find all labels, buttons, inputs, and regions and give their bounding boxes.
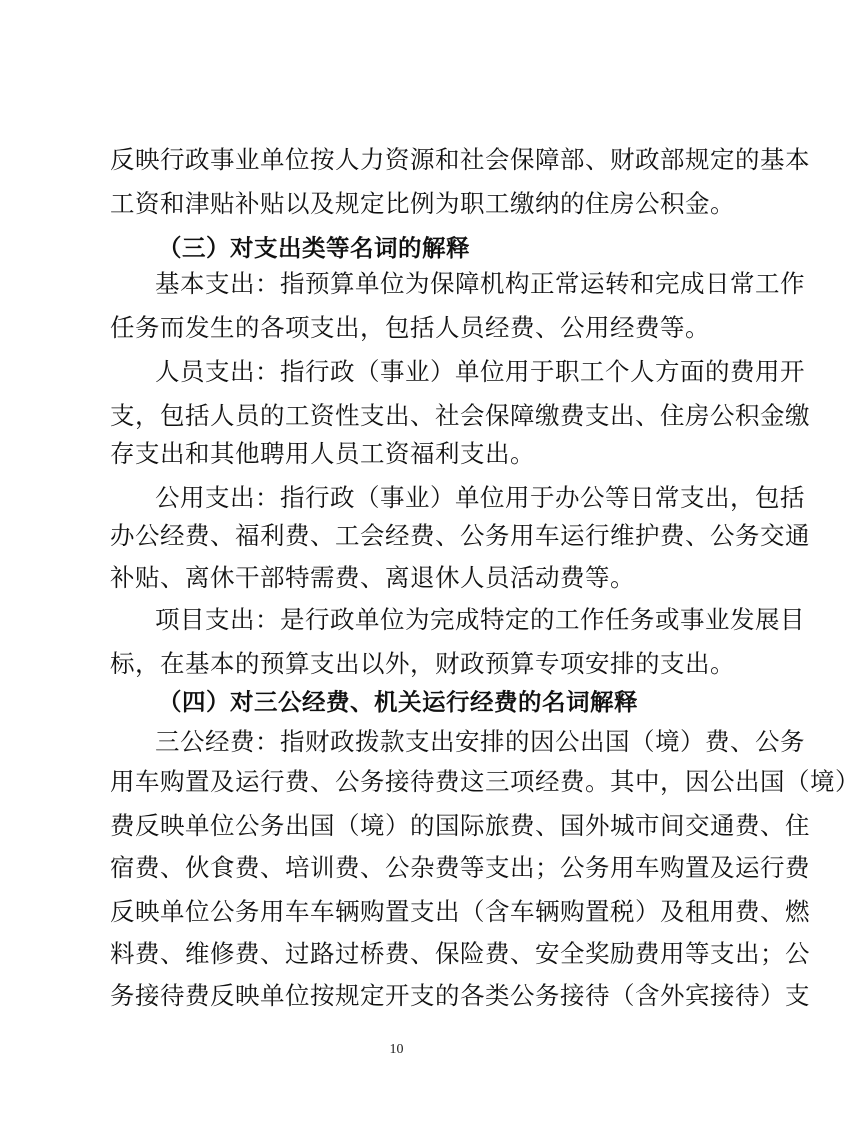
text-line: 务接待费反映单位按规定开支的各类公务接待（含外宾接待）支	[110, 981, 810, 1010]
text-line: 人员支出：指行政（事业）单位用于职工个人方面的费用开	[155, 357, 805, 386]
page-number: 10	[389, 1042, 404, 1057]
text-line: 费反映单位公务出国（境）的国际旅费、国外城市间交通费、住	[110, 811, 810, 840]
text-line: 支，包括人员的工资性支出、社会保障缴费支出、住房公积金缴	[110, 401, 810, 430]
text-line: 工资和津贴补贴以及规定比例为职工缴纳的住房公积金。	[110, 189, 735, 218]
text-line: 任务而发生的各项支出，包括人员经费、公用经费等。	[110, 313, 710, 342]
section-heading-4: （四）对三公经费、机关运行经费的名词解释	[158, 688, 638, 716]
text-line: 项目支出：是行政单位为完成特定的工作任务或事业发展目	[155, 605, 805, 634]
text-line: 宿费、伙食费、培训费、公杂费等支出；公务用车购置及运行费	[110, 853, 810, 882]
text-line: 反映单位公务用车车辆购置支出（含车辆购置税）及租用费、燃	[110, 897, 810, 926]
section-heading-3: （三）对支出类等名词的解释	[158, 234, 470, 262]
text-line: 存支出和其他聘用人员工资福利支出。	[110, 439, 535, 468]
text-line: 三公经费：指财政拨款支出安排的因公出国（境）费、公务	[155, 727, 805, 756]
text-line: 用车购置及运行费、公务接待费这三项经费。其中，因公出国（境）	[110, 767, 860, 796]
text-line: 基本支出：指预算单位为保障机构正常运转和完成日常工作	[155, 269, 805, 298]
text-line: 公用支出：指行政（事业）单位用于办公等日常支出，包括	[155, 483, 805, 512]
text-line: 补贴、离休干部特需费、离退休人员活动费等。	[110, 563, 635, 592]
text-line: 反映行政事业单位按人力资源和社会保障部、财政部规定的基本	[110, 145, 810, 174]
text-line: 办公经费、福利费、工会经费、公务用车运行维护费、公务交通	[110, 521, 810, 550]
text-line: 料费、维修费、过路过桥费、保险费、安全奖励费用等支出；公	[110, 939, 810, 968]
text-line: 标，在基本的预算支出以外，财政预算专项安排的支出。	[110, 649, 735, 678]
